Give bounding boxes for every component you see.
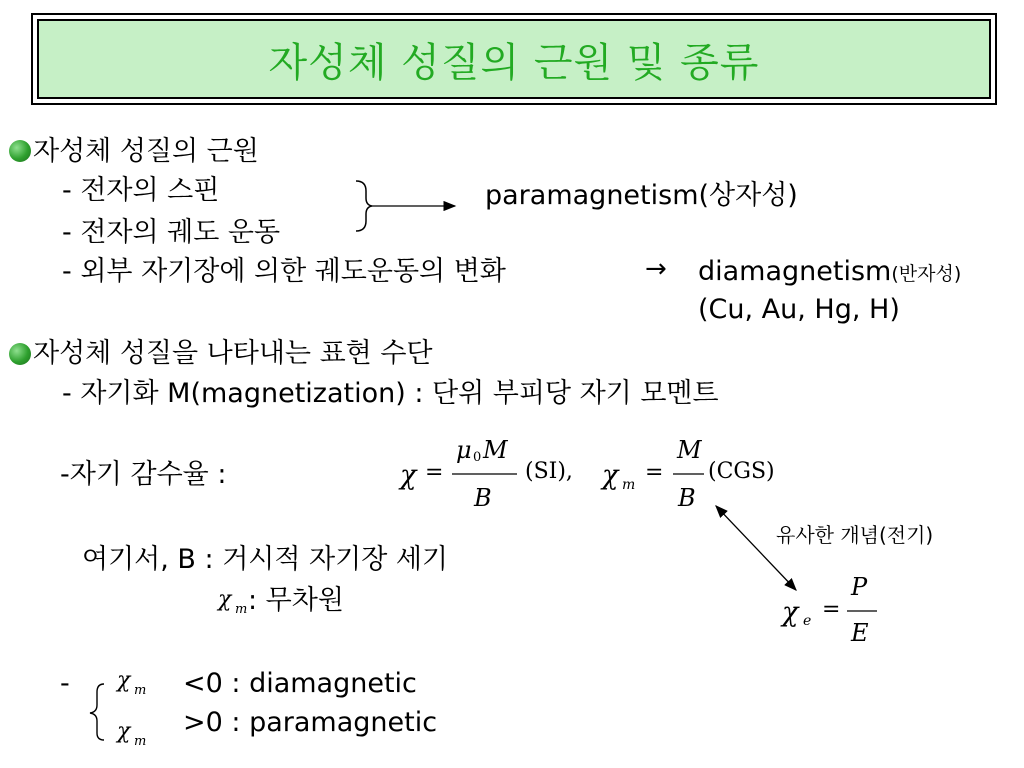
equals-sign: =	[425, 460, 444, 485]
condition-dash: -	[60, 668, 70, 699]
origin-spin: - 전자의 스핀	[62, 175, 220, 206]
brace-right	[356, 181, 372, 231]
equals-sign: =	[822, 597, 841, 622]
section2-heading: 자성체 성질을 나타내는 표현 수단	[33, 338, 433, 369]
diamagnetism-korean: (반자성)	[891, 263, 962, 285]
magnetization-definition: - 자기화 M(magnetization) : 단위 부피당 자기 모멘트	[62, 378, 719, 409]
diamagnetic-condition: <0 : diamagnetic	[183, 668, 417, 699]
susceptibility-label: -자기 감수율 :	[60, 459, 227, 490]
chi-m-subscript: m	[235, 602, 248, 617]
si-unit: (SI),	[525, 459, 573, 484]
formula-M: M	[677, 436, 702, 464]
chi-symbol: χ	[400, 460, 417, 491]
chi-m-symbol: χ	[602, 460, 619, 491]
slide-title: 자성체 성질의 근원 및 종류	[268, 39, 760, 86]
where-B-definition: 여기서, B : 거시적 자기장 세기	[82, 544, 449, 575]
formula-E: E	[851, 619, 869, 647]
chi-e-symbol: χ	[782, 597, 799, 628]
mu-symbol: μ	[456, 436, 472, 464]
chi-e-subscript: e	[803, 613, 812, 629]
origin-field-change: - 외부 자기장에 의한 궤도운동의 변화	[62, 256, 506, 287]
diamagnetism-text: diamagnetism	[698, 256, 892, 287]
similar-concept-label: 유사한 개념(전기)	[776, 523, 934, 547]
diamagnetism-examples: (Cu, Au, Hg, H)	[698, 294, 900, 325]
arrow-right-icon: →	[645, 254, 667, 284]
formula-P: P	[851, 573, 868, 601]
equals-sign: =	[645, 460, 664, 485]
mu-subscript: 0	[473, 450, 482, 465]
origin-orbital: - 전자의 궤도 운동	[62, 217, 281, 248]
cgs-unit: (CGS)	[708, 459, 775, 484]
chi-m-symbol: χ	[117, 668, 131, 693]
chi-m-symbol: χ	[117, 719, 131, 744]
brace-left	[90, 684, 104, 740]
chi-m-subscript: m	[134, 683, 147, 698]
paramagnetic-condition: >0 : paramagnetic	[183, 707, 438, 738]
chi-m-subscript: m	[622, 477, 636, 493]
dimensionless-label: : 무차원	[248, 585, 344, 616]
paramagnetism-label: paramagnetism(상자성)	[485, 180, 798, 211]
formula-B: B	[678, 484, 696, 512]
chi-m-subscript: m	[134, 734, 147, 749]
formula-B: B	[474, 484, 492, 512]
double-arrow	[716, 506, 796, 590]
formula-M: M	[483, 436, 508, 464]
chi-m-symbol: χ	[218, 587, 232, 612]
section1-heading: 자성체 성질의 근원	[33, 136, 259, 167]
